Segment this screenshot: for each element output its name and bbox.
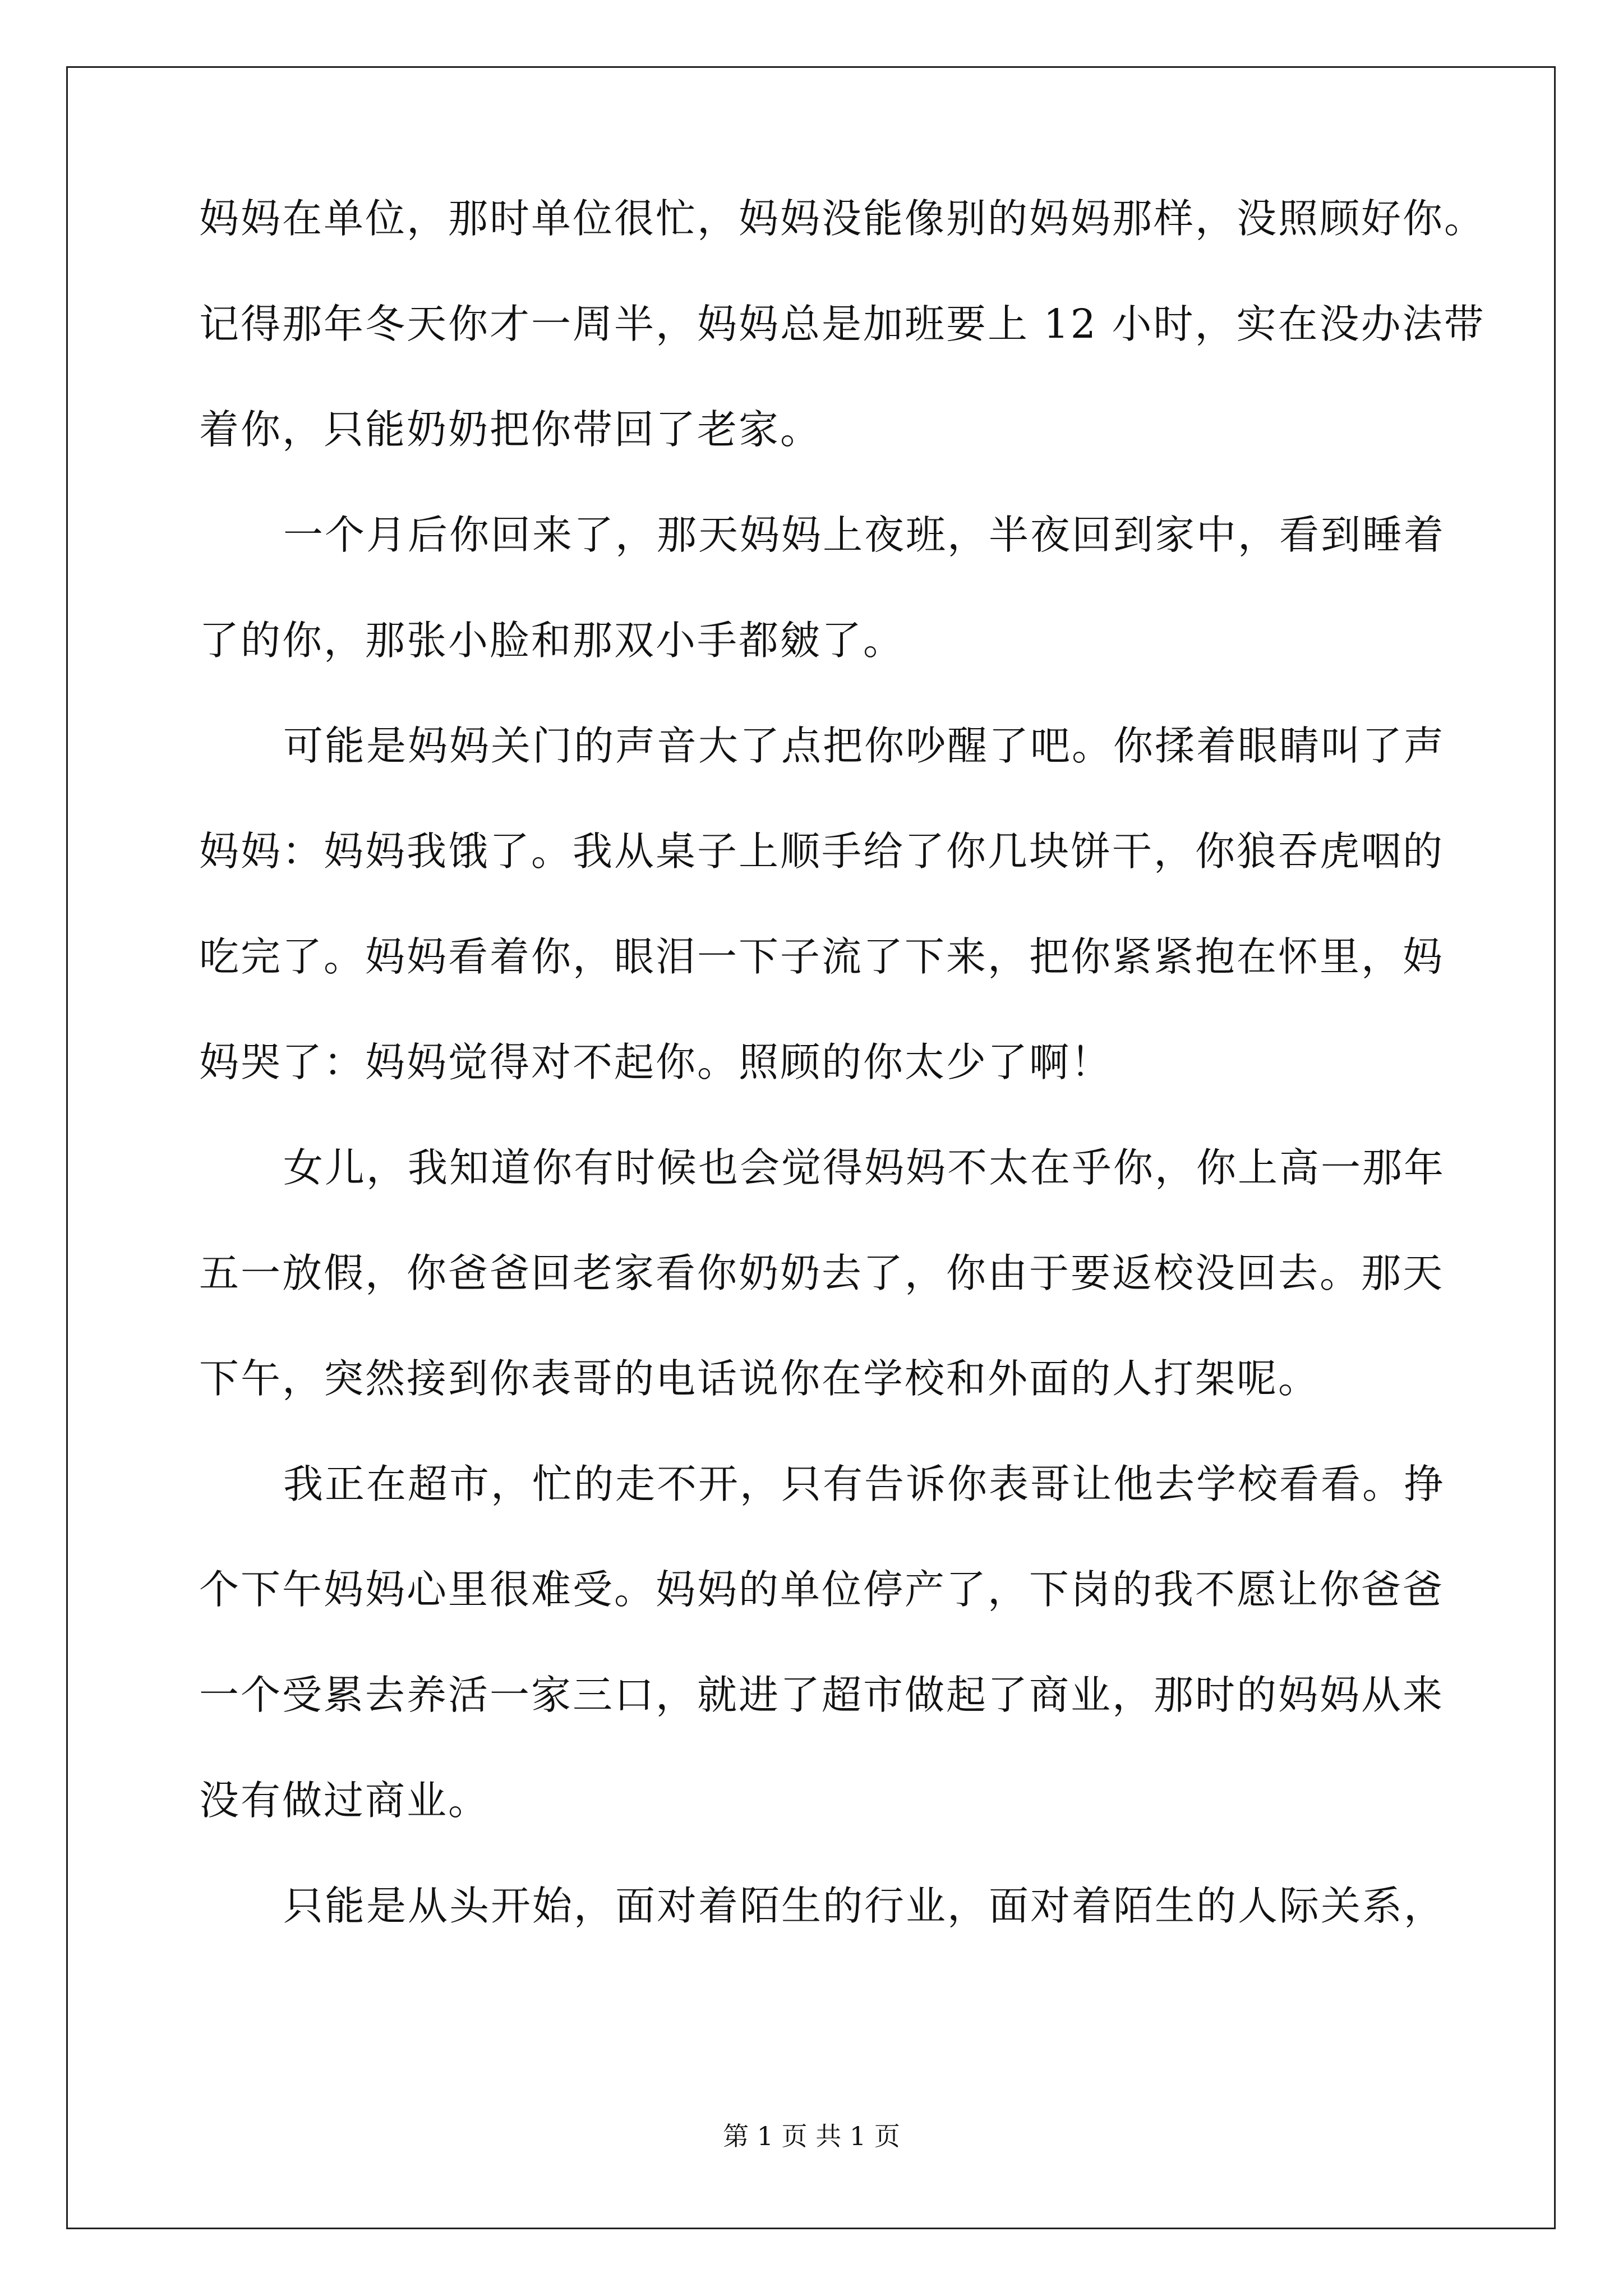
text-line: 了的你，那张小脸和那双小手都皴了。 [199,617,905,664]
paragraph-start-line: 可能是妈妈关门的声音大了点把你吵醒了吧。你揉着眼睛叫了声 [283,723,1446,769]
text-line: 着你，只能奶奶把你带回了老家。 [199,406,822,453]
text-line: 下午，突然接到你表哥的电话说你在学校和外面的人打架呢。 [199,1355,1320,1402]
text-line: 妈哭了：妈妈觉得对不起你。照顾的你太少了啊！ [199,1039,1113,1085]
text-line: 妈妈在单位，那时单位很忙，妈妈没能像别的妈妈那样，没照顾好你。 [199,195,1486,242]
text-line: 个下午妈妈心里很难受。妈妈的单位停产了，下岗的我不愿让你爸爸 [199,1566,1445,1613]
page-footer: 第 1 页 共 1 页 [723,2121,900,2151]
text-line: 一个受累去养活一家三口，就进了超市做起了商业，那时的妈妈从来 [199,1672,1445,1718]
paragraph-start-line: 只能是从头开始，面对着陌生的行业，面对着陌生的人际关系， [283,1883,1446,1929]
text-line: 没有做过商业。 [199,1777,490,1824]
text-line: 五一放假，你爸爸回老家看你奶奶去了，你由于要返校没回去。那天 [199,1250,1445,1296]
paragraph-start-line: 一个月后你回来了，那天妈妈上夜班，半夜回到家中，看到睡着 [283,512,1446,558]
paragraph-start-line: 女儿，我知道你有时候也会觉得妈妈不太在乎你，你上高一那年 [283,1144,1446,1191]
text-line: 妈妈：妈妈我饿了。我从桌子上顺手给了你几块饼干，你狼吞虎咽的 [199,828,1445,875]
document-body [199,191,1486,1984]
text-line: 记得那年冬天你才一周半，妈妈总是加班要上 12 小时，实在没办法带 [199,301,1486,347]
paragraph-start-line: 我正在超市，忙的走不开，只有告诉你表哥让他去学校看看。挣 [283,1461,1446,1507]
text-line: 吃完了。妈妈看着你，眼泪一下子流了下来，把你紧紧抱在怀里，妈 [199,933,1445,980]
